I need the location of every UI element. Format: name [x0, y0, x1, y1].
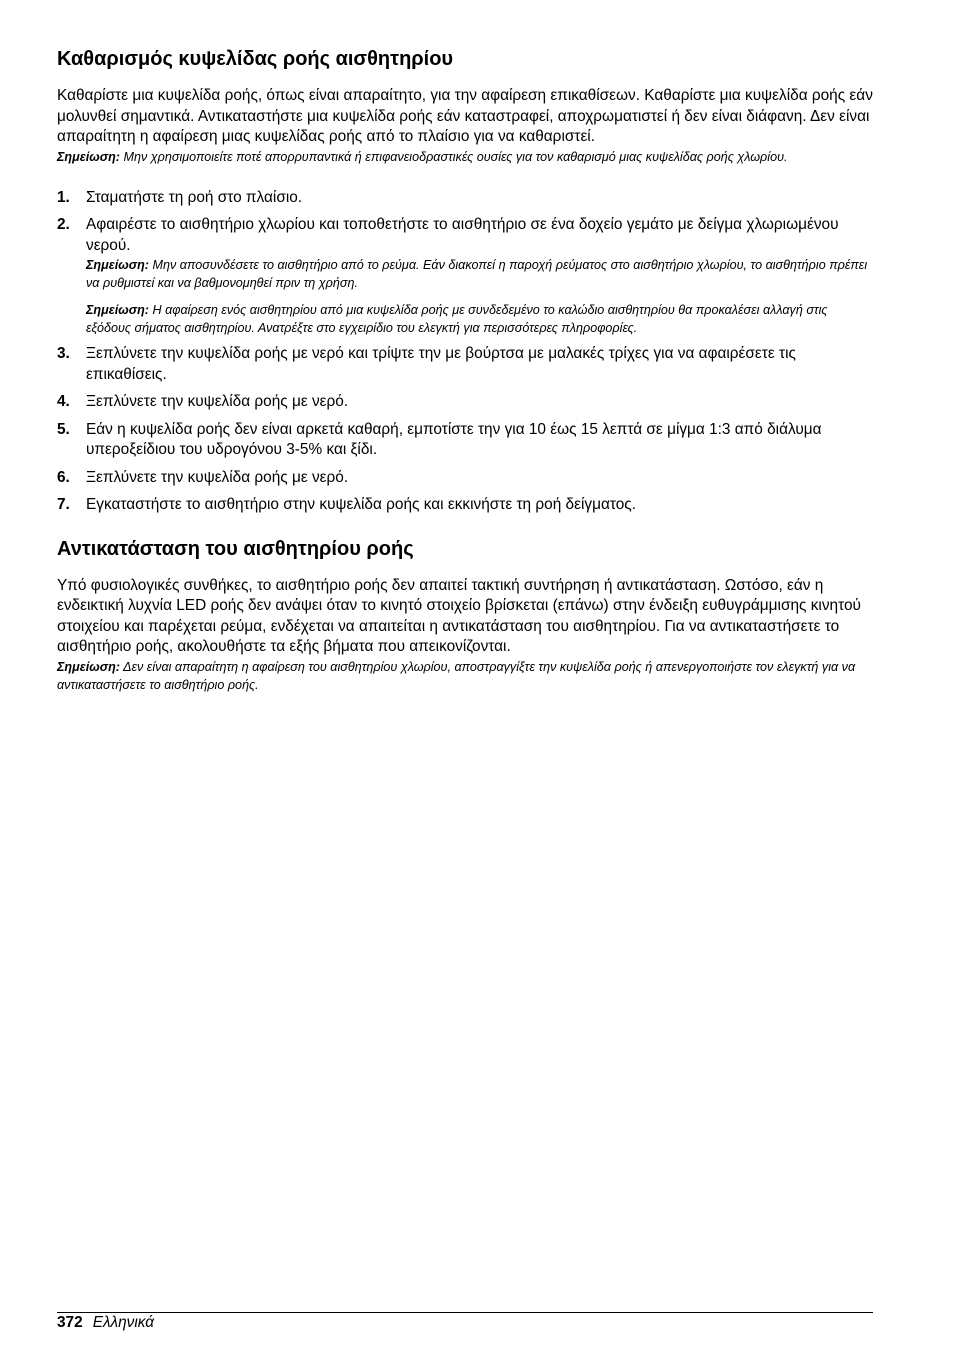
step-number: 6.	[57, 468, 70, 486]
step-number: 5.	[57, 420, 70, 438]
note-label: Σημείωση:	[57, 149, 120, 164]
step-number: 2.	[57, 216, 70, 233]
note-label: Σημείωση:	[57, 659, 120, 674]
note-text: Μην χρησιμοποιείτε ποτέ απορρυπαντικά ή επιφανειοδραστικές ουσίες για τον καθαρισμό μιας κυψελίδας ροής χλωρίου.	[120, 149, 788, 164]
step-number: 1.	[57, 188, 70, 206]
step-text: Εάν η κυψελίδα ροής δεν είναι αρκετά καθαρή, εμποτίστε την για 10 έως 15 λεπτά σε μίγμα 1:3 από διάλυμα υπεροξείδιου του υδρογόνου 3-5% και ξίδι.	[86, 420, 822, 458]
step-text: Ξεπλύνετε την κυψελίδα ροής με νερό.	[86, 468, 349, 486]
section-paragraph-replacement: Υπό φυσιολογικές συνθήκες, το αισθητήριο ροής δεν απαιτεί τακτική συντήρηση ή αντικατάσταση. Ωστόσο, εάν η ενδεικτική λυχνία LED ροής δεν ανάψει όταν το κινητό στοιχείο βρίσκεται (επάνω) στην ένδειξη ευθυγράμμισης κινητού στοιχείου και παρέχεται ρεύμα, ενδέχεται να απαιτείται η αντικατάσταση του αισθητηρίου. Για να αντικαταστήσετε το αισθητήριο ροής, ακολουθήστε τα εξής βήματα που απεικονίζονται.	[57, 576, 861, 655]
note-replacement	[57, 658, 873, 694]
page-number: 372	[57, 1314, 83, 1331]
note-text: Μην αποσυνδέσετε το αισθητήριο από το ρεύμα. Εάν διακοπεί η παροχή ρεύματος στο αισθητήριο χλωρίου, το αισθητήριο πρέπει να ρυθμιστεί και να βαθμονομηθεί πριν τη χρήση.	[86, 258, 868, 290]
step-item	[57, 215, 873, 337]
section-heading-cleaning: Καθαρισμός κυψελίδας ροής αισθητηρίου	[57, 48, 454, 70]
step-item	[57, 420, 873, 461]
note-cleaning	[57, 148, 873, 166]
step-note	[86, 301, 873, 337]
page-content	[57, 46, 873, 694]
step-item	[57, 344, 873, 385]
step-item	[57, 392, 873, 413]
note-text: Η αφαίρεση ενός αισθητηρίου από μια κυψελίδα ροής με συνδεδεμένο το καλώδιο αισθητηρίου θα προκαλέσει αλλαγή στις εξόδους σήματος αισθητηρίου. Ανατρέξτε στο εγχειρίδιο του ελεγκτή για περισσότερες πληροφορίες.	[86, 303, 828, 335]
section-paragraph-cleaning: Καθαρίστε μια κυψελίδα ροής, όπως είναι απαραίτητο, για την αφαίρεση επικαθίσεων. Καθαρίστε μια κυψελίδα ροής εάν μολυνθεί σημαντικά. Αντικαταστήστε μια κυψελίδα ροής εάν καταστραφεί, αποχρωματιστεί ή δεν είναι διάφανη. Δεν είναι απαραίτητη η αφαίρεση μιας κυψελίδας ροής από το πλαίσιο για να καθαριστεί.	[57, 87, 873, 145]
step-text: Σταματήστε τη ροή στο πλαίσιο.	[86, 188, 303, 206]
note-label: Σημείωση:	[86, 258, 149, 272]
section-heading-replacement: Αντικατάσταση του αισθητηρίου ροής	[57, 537, 414, 560]
note-label: Σημείωση:	[86, 303, 149, 317]
step-text: Αφαιρέστε το αισθητήριο χλωρίου και τοποθετήστε το αισθητήριο σε ένα δοχείο γεμάτο με δείγμα χλωριωμένου νερού.	[86, 216, 839, 254]
step-number: 3.	[57, 345, 70, 362]
step-item	[57, 188, 873, 209]
step-number: 7.	[57, 496, 70, 513]
steps-list	[57, 188, 873, 516]
step-item	[57, 468, 873, 489]
page-footer	[57, 1313, 154, 1333]
step-text: Εγκαταστήστε το αισθητήριο στην κυψελίδα ροής και εκκινήστε τη ροή δείγματος.	[86, 496, 636, 513]
footer-language: Ελληνικά	[92, 1314, 155, 1331]
step-text: Ξεπλύνετε την κυψελίδα ροής με νερό.	[86, 393, 349, 410]
step-item	[57, 495, 873, 516]
step-note	[86, 256, 873, 292]
step-text: Ξεπλύνετε την κυψελίδα ροής με νερό και τρίψτε την με βούρτσα με μαλακές τρίχες για να αφαιρέσετε τις επικαθίσεις.	[86, 345, 796, 383]
note-text: Δεν είναι απαραίτητη η αφαίρεση του αισθητηρίου χλωρίου, αποστραγγίξτε την κυψελίδα ροής ή απενεργοποιήστε τον ελεγκτή για να αντικαταστήσετε το αισθητήριο ροής.	[57, 659, 856, 692]
footer-divider	[57, 1312, 873, 1313]
step-number: 4.	[57, 393, 70, 410]
